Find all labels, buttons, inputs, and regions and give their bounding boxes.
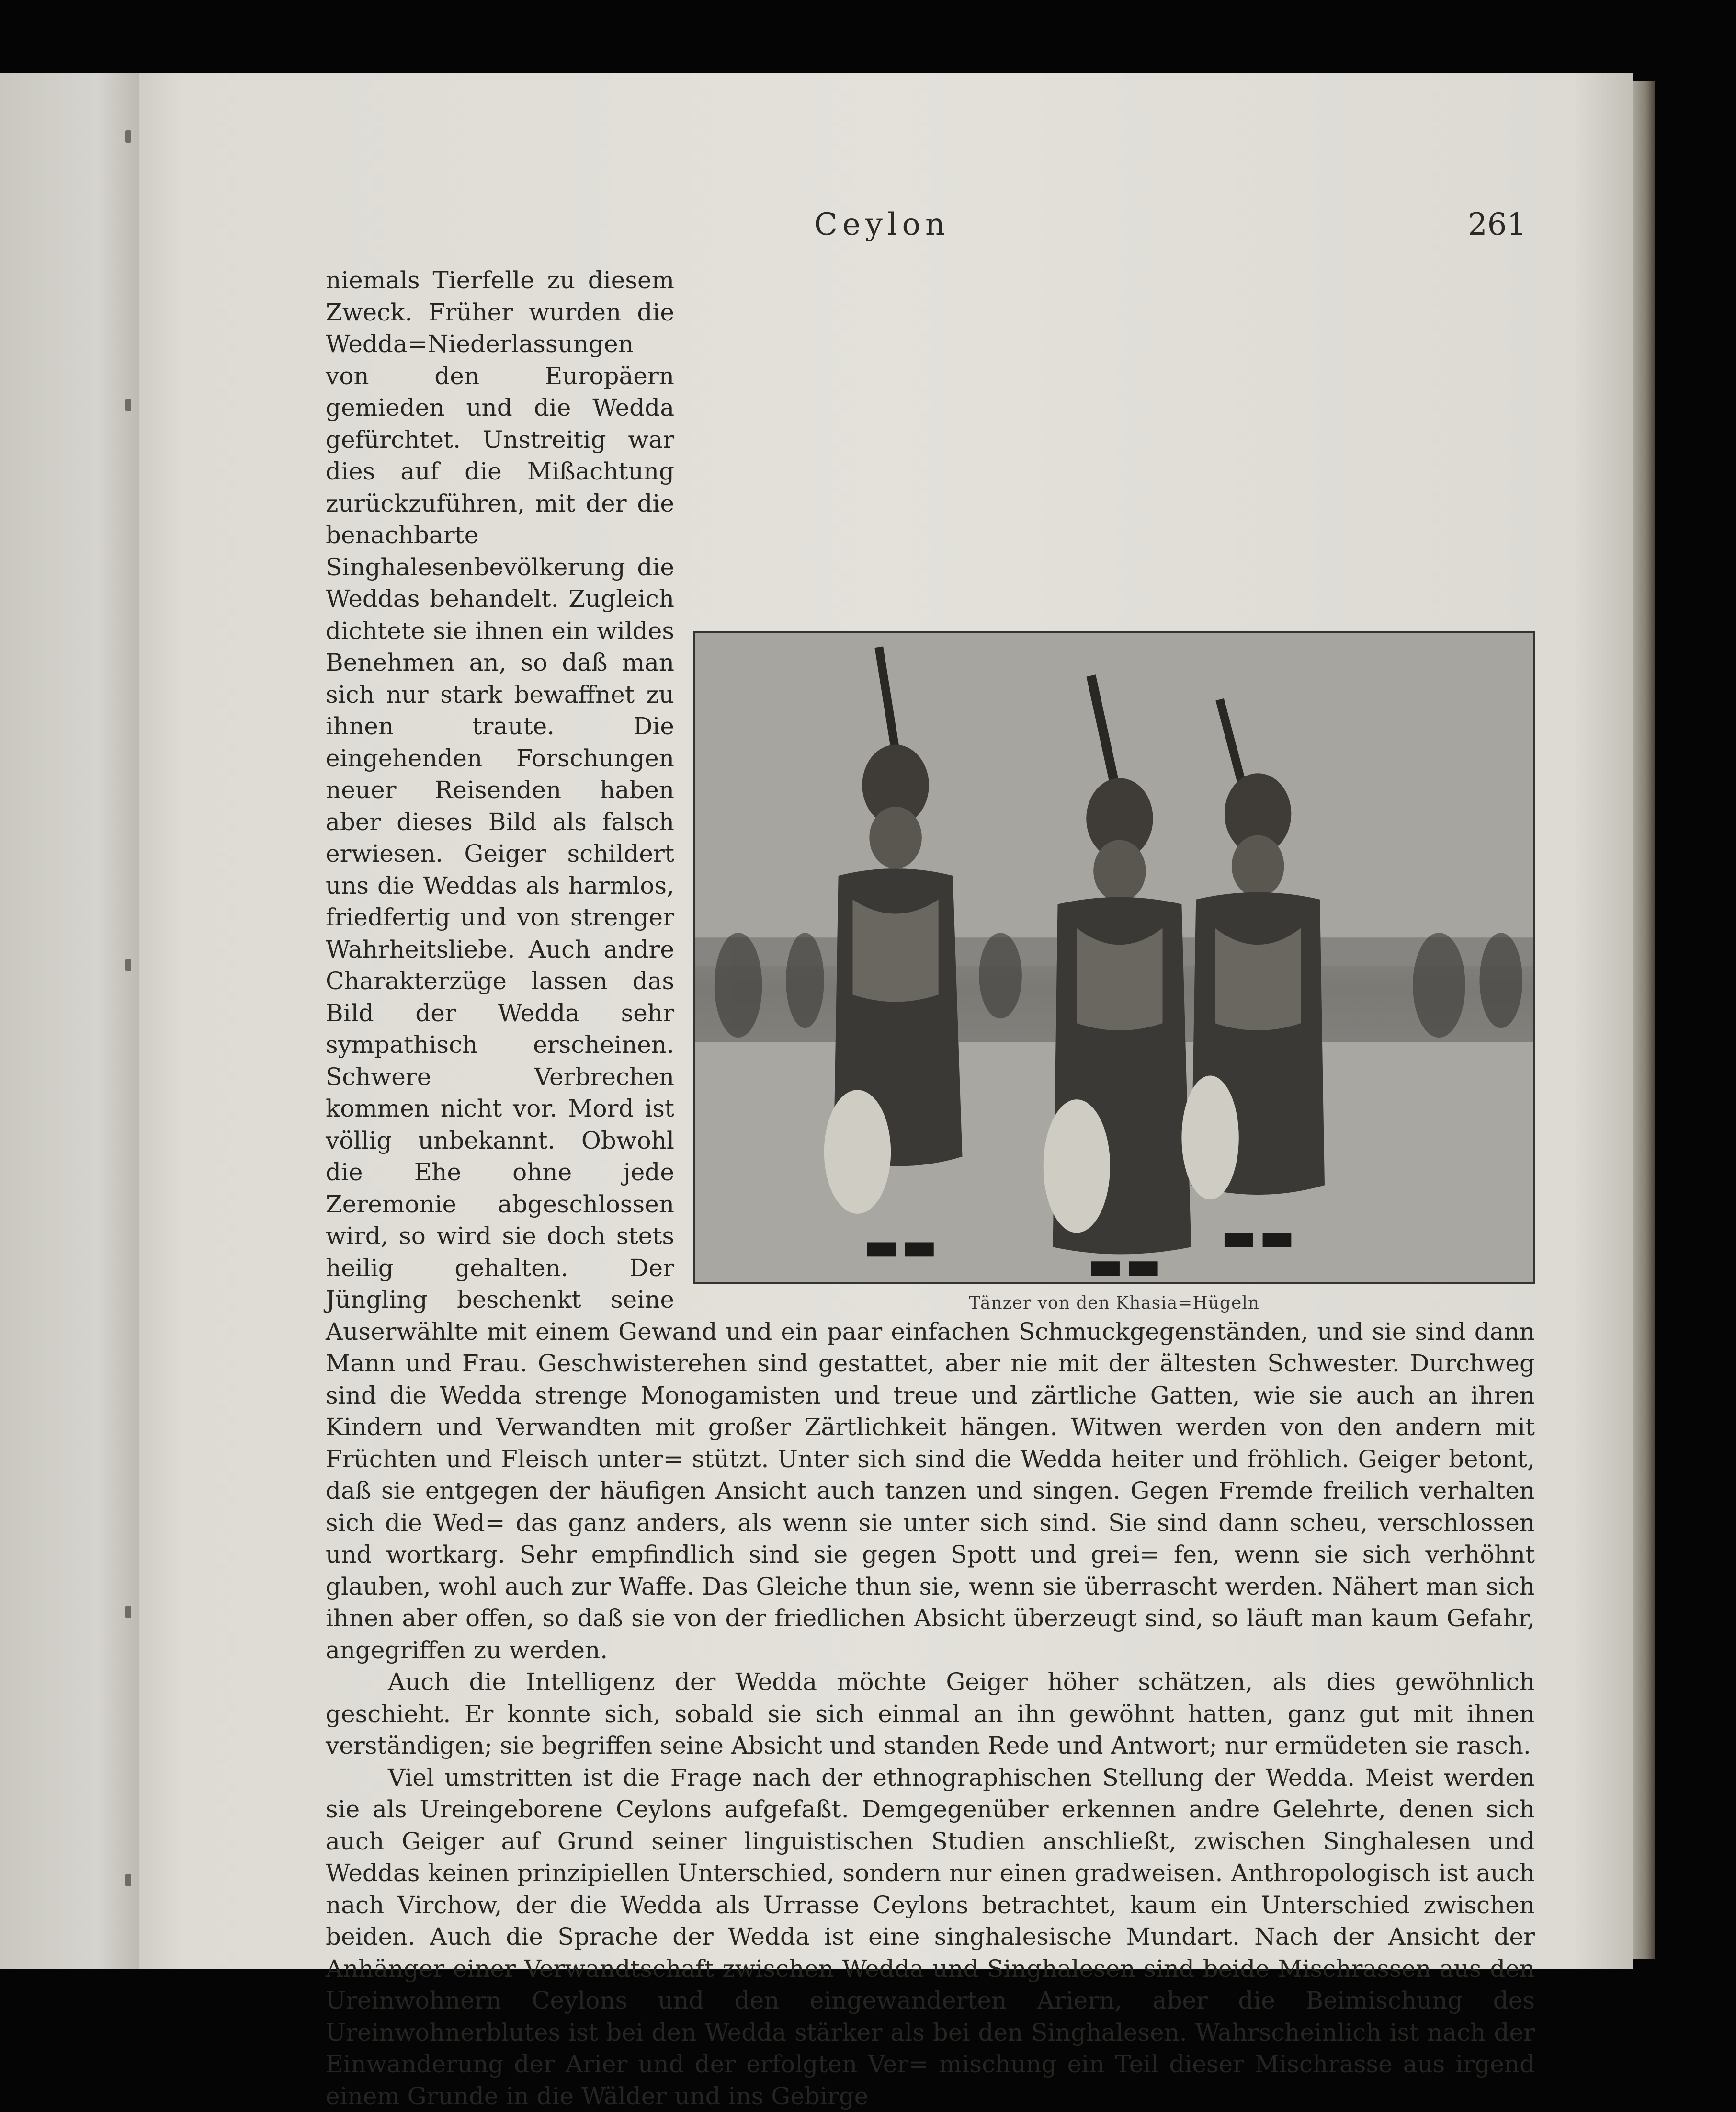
facing-page-edge	[0, 73, 139, 1969]
page-number: 261	[1468, 207, 1526, 242]
body-text	[326, 264, 1535, 2112]
binding-thread-mark	[125, 130, 131, 143]
binding-thread-mark	[125, 959, 131, 971]
paragraph: niemals Tierfelle zu diesem Zweck. Früher wurden die Wedda=Niederlassungen von den Europäern gemieden und die Wedda gefürchtet. Unstreitig war dies auf die Mißachtung zurückzuführen, mit der die benachbarte Singhalesenbevölkerung die Weddas behandelt. Zugleich dichtete sie ihnen ein wildes Benehmen an, so daß man sich nur stark bewaffnet zu ihnen traute. Die eingehenden Forschungen neuer Reisenden haben aber dieses Bild als falsch erwiesen. Geiger schildert uns die Weddas als harmlos, friedfertig und von strenger Wahrheitsliebe. Auch andre Charakterzüge lassen das Bild der Wedda sehr sympathisch erscheinen. Schwere Verbrechen kommen nicht vor. Mord ist völlig unbekannt. Obwohl die Ehe ohne jede Zeremonie abgeschlossen wird, so wird sie doch stets heilig gehalten. Der Jüngling beschenkt seine Auserwählte mit einem Gewand und ein paar einfachen Schmuckgegenständen, und sie sind dann Mann und Frau. Geschwisterehen sind gestattet, aber nie mit der ältesten Schwester. Durchweg sind die Wedda strenge Monogamisten und treue und zärtliche Gatten, wie sie auch an ihren Kindern und Verwandten mit großer Zärtlichkeit hängen. Witwen werden von den andern mit Früchten und Fleisch unter= stützt. Unter sich sind die Wedda heiter und fröhlich. Geiger betont, daß sie entgegen der häufigen Ansicht auch tanzen und singen. Gegen Fremde freilich verhalten sich die Wed= das ganz anders, als wenn sie unter sich sind. Sie sind dann scheu, verschlossen und wortkarg. Sehr empfindlich sind sie gegen Spott und grei= fen, wenn sie sich verhöhnt glauben, wohl auch zur Waffe. Das Gleiche thun sie, wenn sie überrascht werden. Nähert man sich ihnen aber offen, so daß sie von der friedlichen Absicht überzeugt sind, so läuft man kaum Gefahr, angegriffen zu werden.	[326, 264, 1535, 1666]
paragraph: Viel umstritten ist die Frage nach der ethnographischen Stellung der Wedda. Meist werden sie als Ureingeborene Ceylons aufgefaßt. Demgegenüber erkennen andre Gelehrte, denen sich auch Geiger auf Grund seiner linguistischen Studien anschließt, zwischen Singhalesen und Weddas keinen prinzipiellen Unterschied, sondern nur einen gradweisen. Anthropologisch ist auch nach Virchow, der die Wedda als Urrasse Ceylons betrachtet, kaum ein Unterschied zwischen beiden. Auch die Sprache der Wedda ist eine singhalesische Mundart. Nach der Ansicht der Anhänger einer Verwandtschaft zwischen Wedda und Singhalesen sind beide Mischrassen aus den Ureinwohnern Ceylons und den eingewanderten Ariern, aber die Beimischung des Ureinwohnerblutes ist bei den Wedda stärker als bei den Singhalesen. Wahrscheinlich ist nach der Einwanderung der Arier und der erfolgten Ver= mischung ein Teil dieser Mischrasse aus irgend einem Grunde in die Wälder und ins Gebirge	[326, 1762, 1535, 2112]
paragraph: Auch die Intelligenz der Wedda möchte Geiger höher schätzen, als dies gewöhnlich geschieht. Er konnte sich, sobald sie sich einmal an ihn gewöhnt hatten, ganz gut mit ihnen verständigen; sie begriffen seine Absicht und standen Rede und Antwort; nur ermüdeten sie rasch.	[326, 1666, 1535, 1762]
binding-thread-mark	[125, 1606, 131, 1618]
page-block-edge	[1633, 81, 1655, 1959]
binding-thread-mark	[125, 399, 131, 411]
page-header	[139, 207, 1633, 264]
figure-float-spacer	[674, 557, 1535, 1311]
running-head: Ceylon	[814, 207, 950, 242]
binding-thread-mark	[125, 1874, 131, 1886]
book-page	[139, 73, 1633, 1969]
figure-caption: Tänzer von den Khasia=Hügeln	[693, 1293, 1535, 1313]
